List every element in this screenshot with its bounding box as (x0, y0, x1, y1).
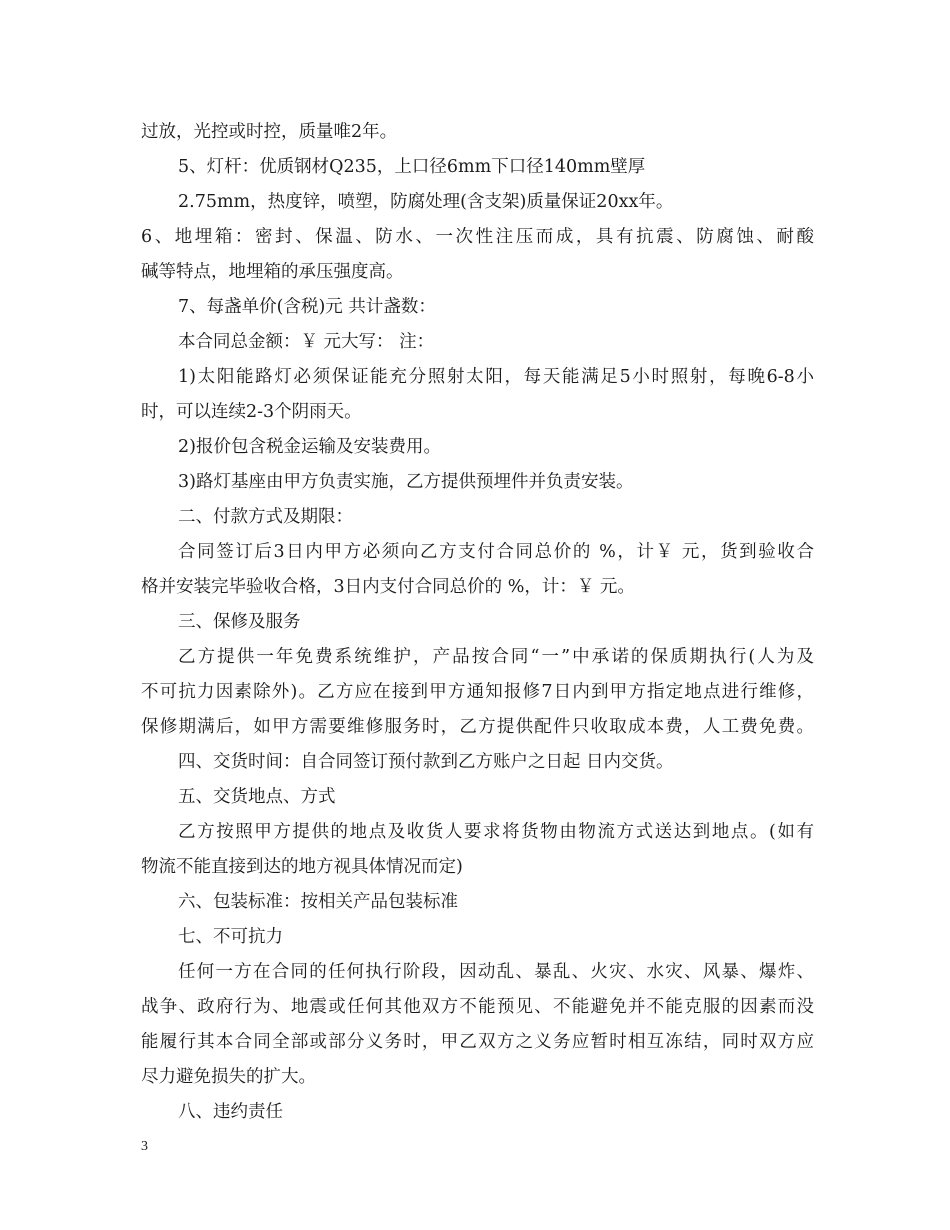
text-line: 时，可以连续2-3个阴雨天。 (141, 402, 362, 422)
text-line: 乙方提供一年免费系统维护，产品按合同“一”中承诺的保质期执行(人为及 (178, 647, 814, 667)
section-heading: 七、不可抗力 (178, 927, 283, 947)
section-heading: 八、违约责任 (178, 1102, 283, 1122)
section-heading: 四、交货时间：自合同签订预付款到乙方账户之日起 日内交货。 (178, 752, 674, 772)
text-line: 能履行其本合同全部或部分义务时，甲乙双方之义务应暂时相互冻结，同时双方应 (141, 1032, 814, 1052)
text-line: 物流不能直接到达的地方视具体情况而定) (141, 857, 463, 877)
section-heading: 二、付款方式及期限： (178, 507, 353, 527)
text-line: 2)报价包含税金运输及安装费用。 (178, 437, 441, 457)
text-line: 格并安装完毕验收合格，3日内支付合同总价的 %，计：￥ 元。 (141, 577, 635, 597)
text-line: 任何一方在合同的任何执行阶段，因动乱、暴乱、火灾、水灾、风暴、爆炸、 (178, 962, 814, 982)
text-line: 过放，光控或时控，质量唯2年。 (141, 122, 398, 142)
text-line: 保修期满后，如甲方需要维修服务时，乙方提供配件只收取成本费，人工费免费。 (141, 717, 814, 737)
text-line: 7、每盏单价(含税)元 共计盏数： (178, 297, 436, 317)
section-heading: 六、包装标准：按相关产品包装标准 (178, 892, 458, 912)
text-line: 乙方按照甲方提供的地点及收货人要求将货物由物流方式送达到地点。(如有 (178, 822, 814, 842)
text-line: 6、地埋箱：密封、保温、防水、一次性注压而成，具有抗震、防腐蚀、耐酸 (141, 227, 814, 247)
text-line: 不可抗力因素除外)。乙方应在接到甲方通知报修7日内到甲方指定地点进行维修， (141, 682, 814, 702)
page-number: 3 (141, 1139, 148, 1154)
text-line: 本合同总金额：￥ 元大写： 注： (178, 332, 435, 352)
section-heading: 三、保修及服务 (178, 612, 301, 632)
text-line: 合同签订后3日内甲方必须向乙方支付合同总价的 %，计￥ 元，货到验收合 (178, 542, 814, 562)
text-line: 1)太阳能路灯必须保证能充分照射太阳，每天能满足5小时照射，每晚6-8小 (178, 367, 814, 387)
text-line: 战争、政府行为、地震或任何其他双方不能预见、不能避免并不能克服的因素而没 (141, 997, 814, 1017)
text-line: 3)路灯基座由甲方负责实施，乙方提供预埋件并负责安装。 (178, 472, 634, 492)
section-heading: 五、交货地点、方式 (178, 787, 336, 807)
text-line: 2.75mm，热度锌，喷塑，防腐处理(含支架)质量保证20xx年。 (178, 192, 674, 212)
text-line: 5、灯杆：优质钢材Q235，上口径6mm下口径140mm壁厚 (178, 157, 646, 177)
text-line: 尽力避免损失的扩大。 (141, 1067, 316, 1087)
text-line: 碱等特点，地埋箱的承压强度高。 (141, 262, 404, 282)
